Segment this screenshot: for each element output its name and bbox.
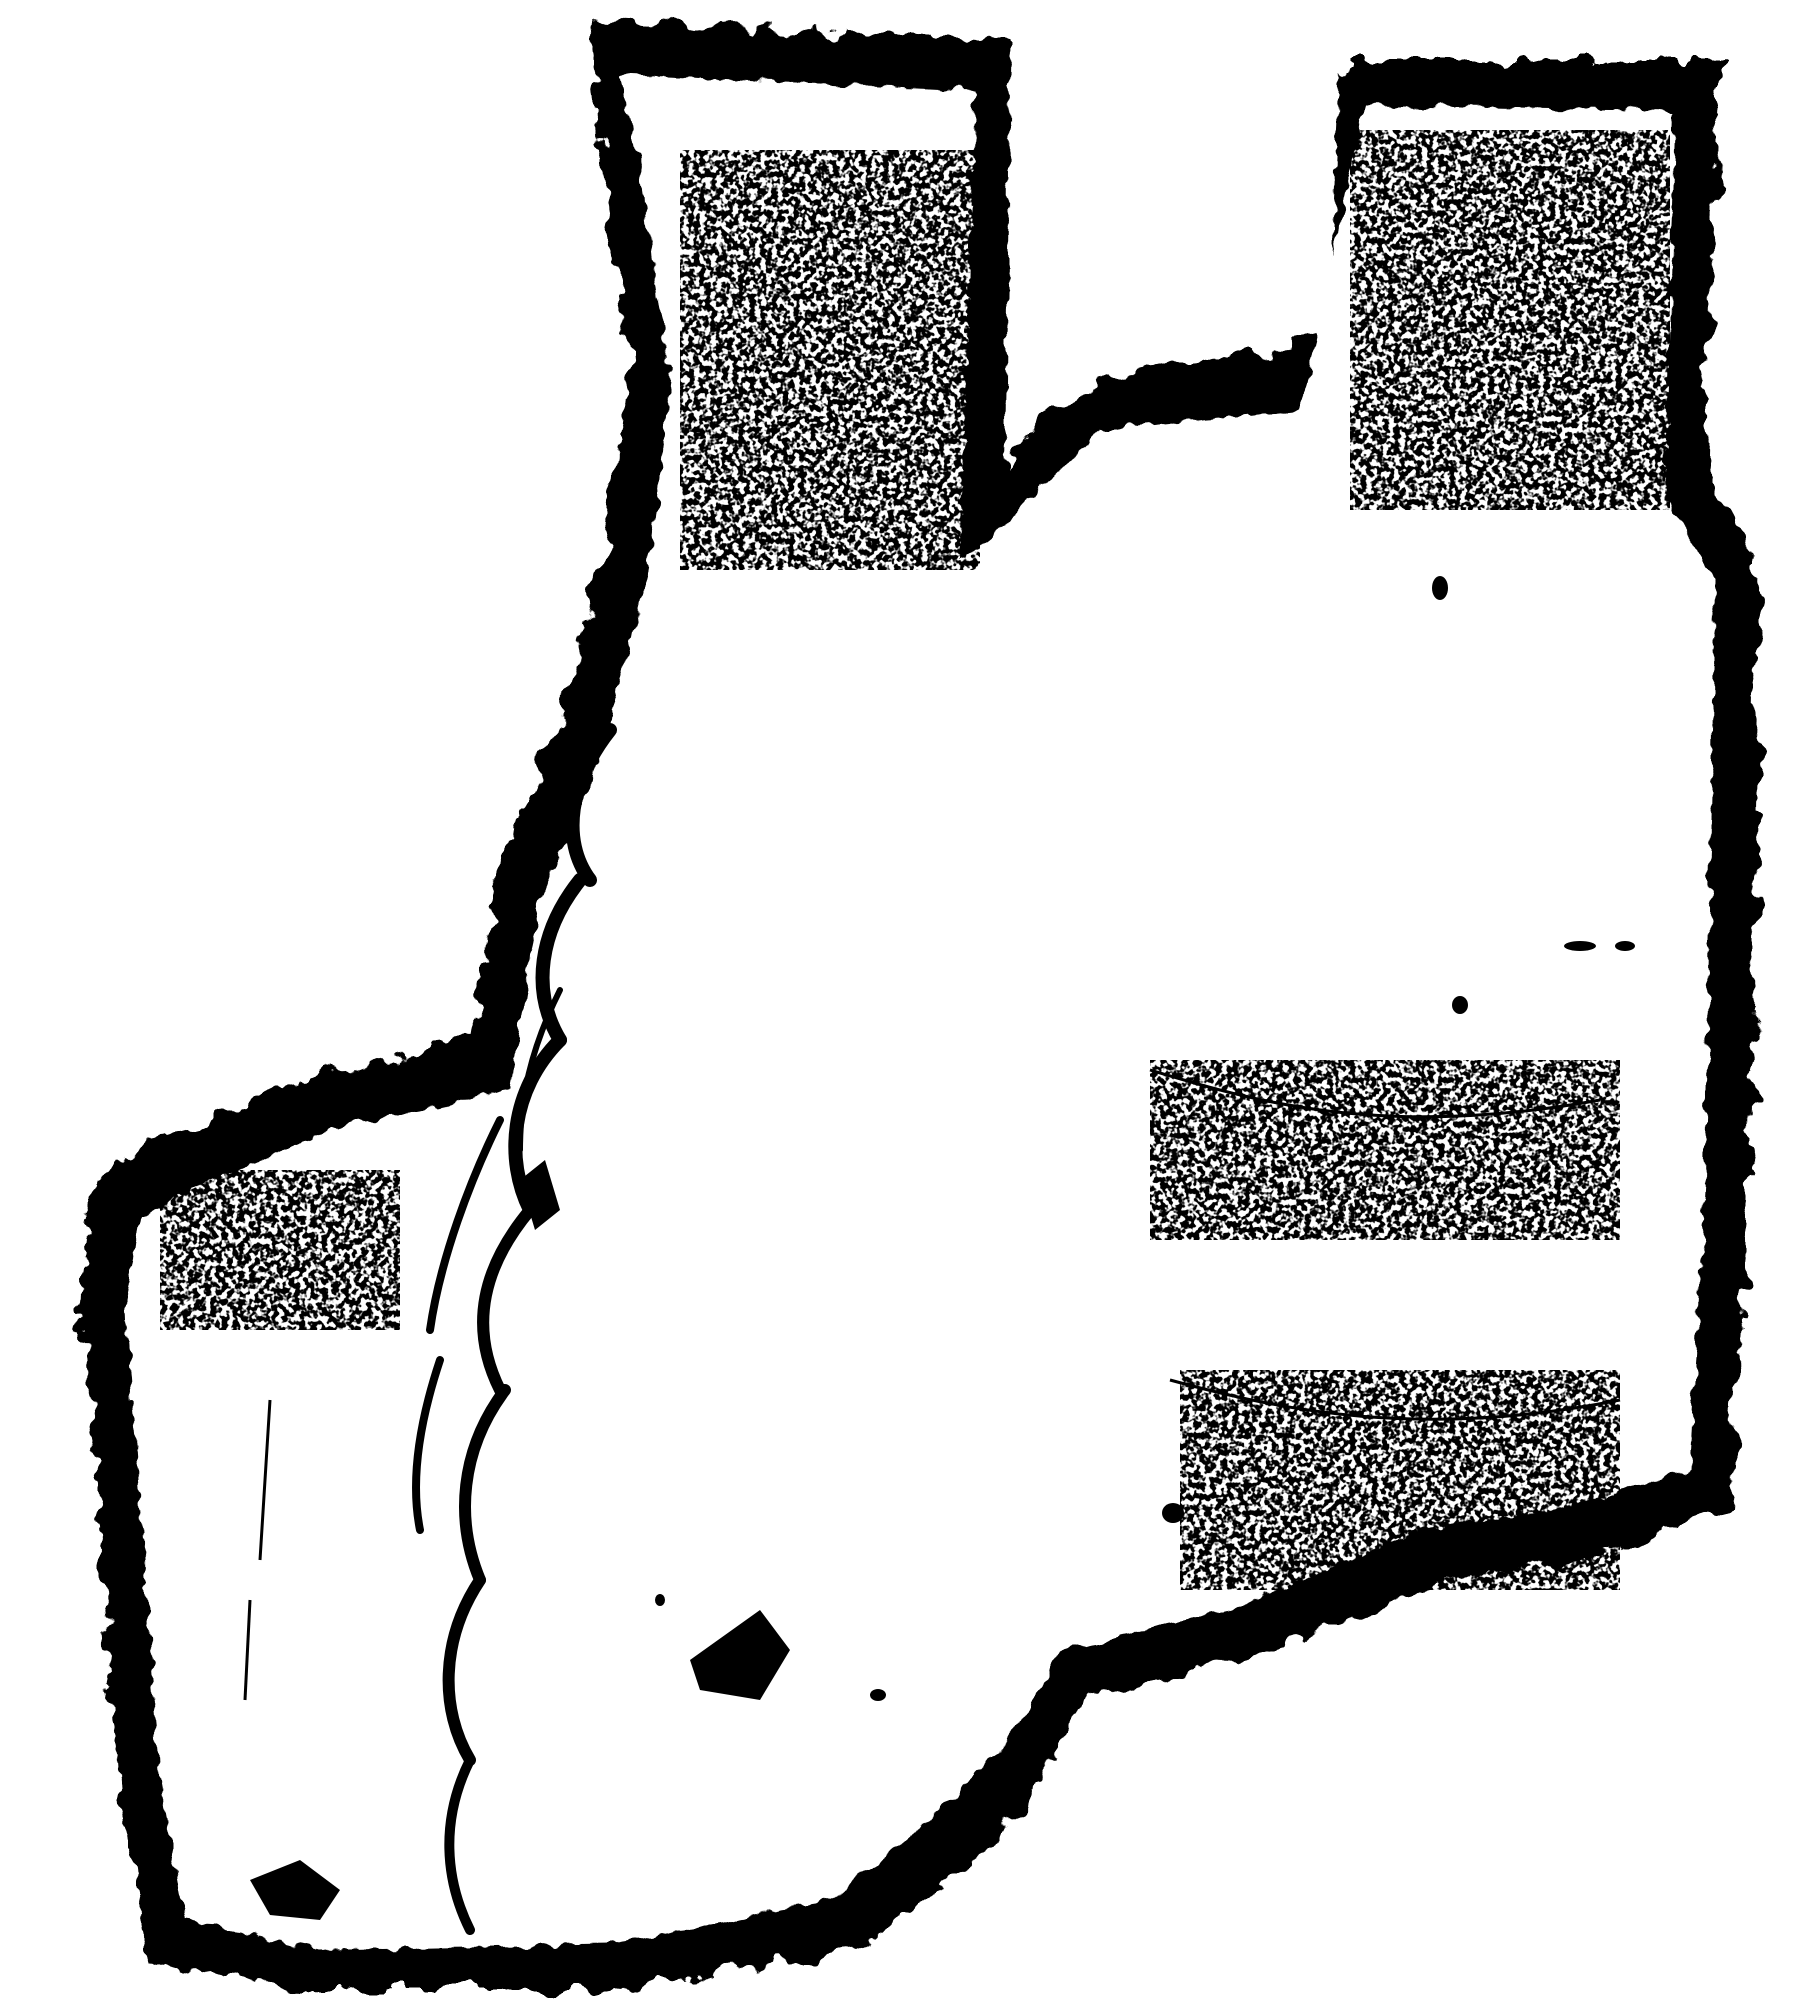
speckle-left-tab bbox=[680, 150, 980, 570]
speckle-middle-band bbox=[1150, 1060, 1620, 1240]
dark-dot-4 bbox=[870, 1689, 886, 1701]
dark-dot-5 bbox=[655, 1594, 665, 1606]
dark-dash-2 bbox=[1615, 941, 1635, 951]
dark-dot-1 bbox=[1452, 996, 1468, 1014]
speckle-lower-band bbox=[1180, 1370, 1620, 1590]
dark-dot-2 bbox=[1162, 1503, 1184, 1523]
dark-dash-1 bbox=[1564, 941, 1596, 951]
speckle-left-flap bbox=[160, 1170, 400, 1330]
dark-dot-3 bbox=[1432, 576, 1448, 600]
speckle-right-tab bbox=[1350, 130, 1670, 510]
